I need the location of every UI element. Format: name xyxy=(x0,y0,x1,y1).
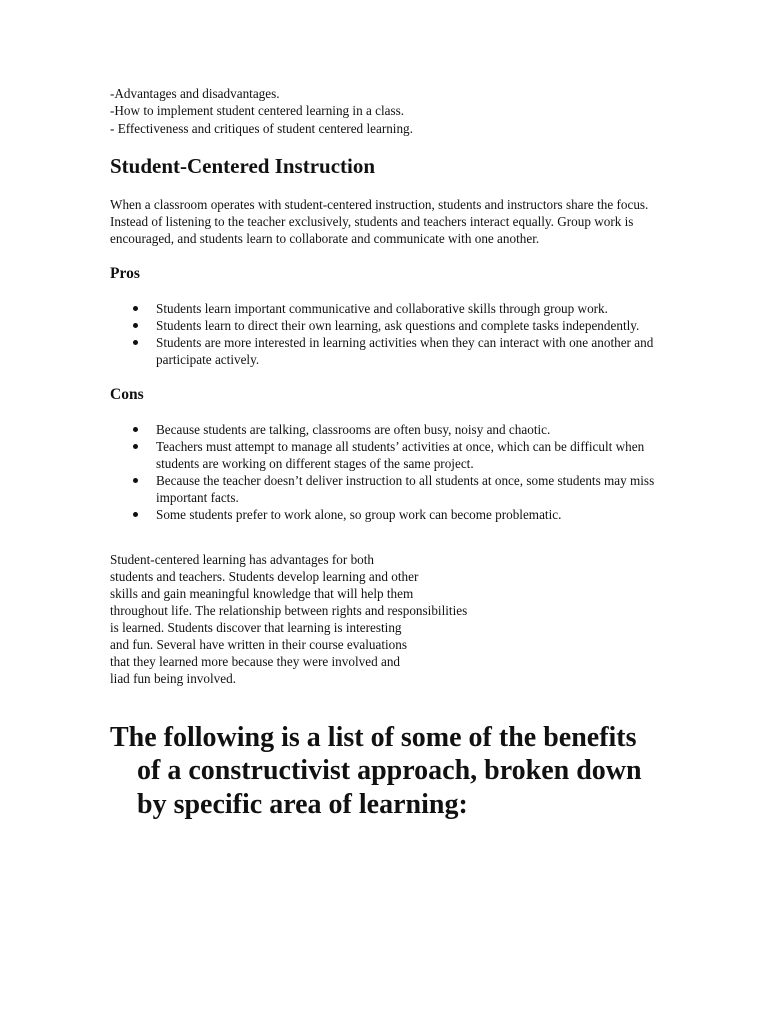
cons-list xyxy=(110,421,655,523)
benefits-heading: The following is a list of some of the benefits of a constructivist approach, broken down by specific area of learning: xyxy=(110,721,642,820)
bullet-icon xyxy=(133,512,138,517)
list-item xyxy=(110,300,655,317)
list-item xyxy=(110,506,655,523)
closing-line: throughout life. The relationship between rights and responsibilities xyxy=(110,602,468,618)
bullet-icon xyxy=(133,427,138,432)
list-item-text: Because students are talking, classrooms are often busy, noisy and chaotic. xyxy=(156,421,551,437)
bullet-icon xyxy=(133,306,138,311)
list-item-text: Some students prefer to work alone, so group work can become problematic. xyxy=(156,506,562,522)
list-item-text: Students learn to direct their own learning, ask questions and complete tasks independently. xyxy=(156,317,640,333)
list-item xyxy=(110,334,655,368)
bullet-icon xyxy=(133,478,138,483)
intro-line: -Advantages and disadvantages. xyxy=(110,86,280,101)
bullet-icon xyxy=(133,323,138,328)
intro-line: -How to implement student centered learning in a class. xyxy=(110,103,405,119)
bullet-icon xyxy=(133,340,138,345)
bullet-icon xyxy=(133,444,138,449)
closing-line: and fun. Several have written in their course evaluations xyxy=(110,636,407,652)
pros-list xyxy=(110,300,655,368)
list-item xyxy=(110,317,655,334)
list-item xyxy=(110,472,655,506)
list-item-text: Because the teacher doesn’t deliver instruction to all students at once, some students may miss important facts. xyxy=(156,472,655,505)
closing-paragraph xyxy=(110,551,655,687)
list-item-text: Students learn important communicative and collaborative skills through group work. xyxy=(156,300,608,316)
closing-line: that they learned more because they were involved and xyxy=(110,653,401,669)
intro-list xyxy=(110,85,655,137)
closing-line: liad fun being involved. xyxy=(110,670,236,686)
closing-line: skills and gain meaningful knowledge that will help them xyxy=(110,585,414,601)
section-paragraph: When a classroom operates with student-centered instruction, students and instructors share the focus. Instead of listening to the teacher exclusively, students and teachers interact equally. Group work is encouraged, and students learn to collaborate and communicate with one another. xyxy=(110,196,649,246)
closing-line: Student-centered learning has advantages for both xyxy=(110,551,375,567)
list-item-text: Students are more interested in learning activities when they can interact with one another and participate actively. xyxy=(156,334,654,367)
section-title: Student-Centered Instruction xyxy=(110,153,376,178)
closing-line: students and teachers. Students develop learning and other xyxy=(110,568,419,584)
pros-heading: Pros xyxy=(110,264,140,282)
list-item xyxy=(110,438,655,472)
cons-heading: Cons xyxy=(110,385,144,403)
document-content xyxy=(110,85,655,821)
list-item xyxy=(110,421,655,438)
intro-line: - Effectiveness and critiques of student centered learning. xyxy=(110,120,413,136)
closing-line: is learned. Students discover that learning is interesting xyxy=(110,619,402,635)
list-item-text: Teachers must attempt to manage all students’ activities at once, which can be difficult when students are working on different stages of the same project. xyxy=(156,438,645,471)
